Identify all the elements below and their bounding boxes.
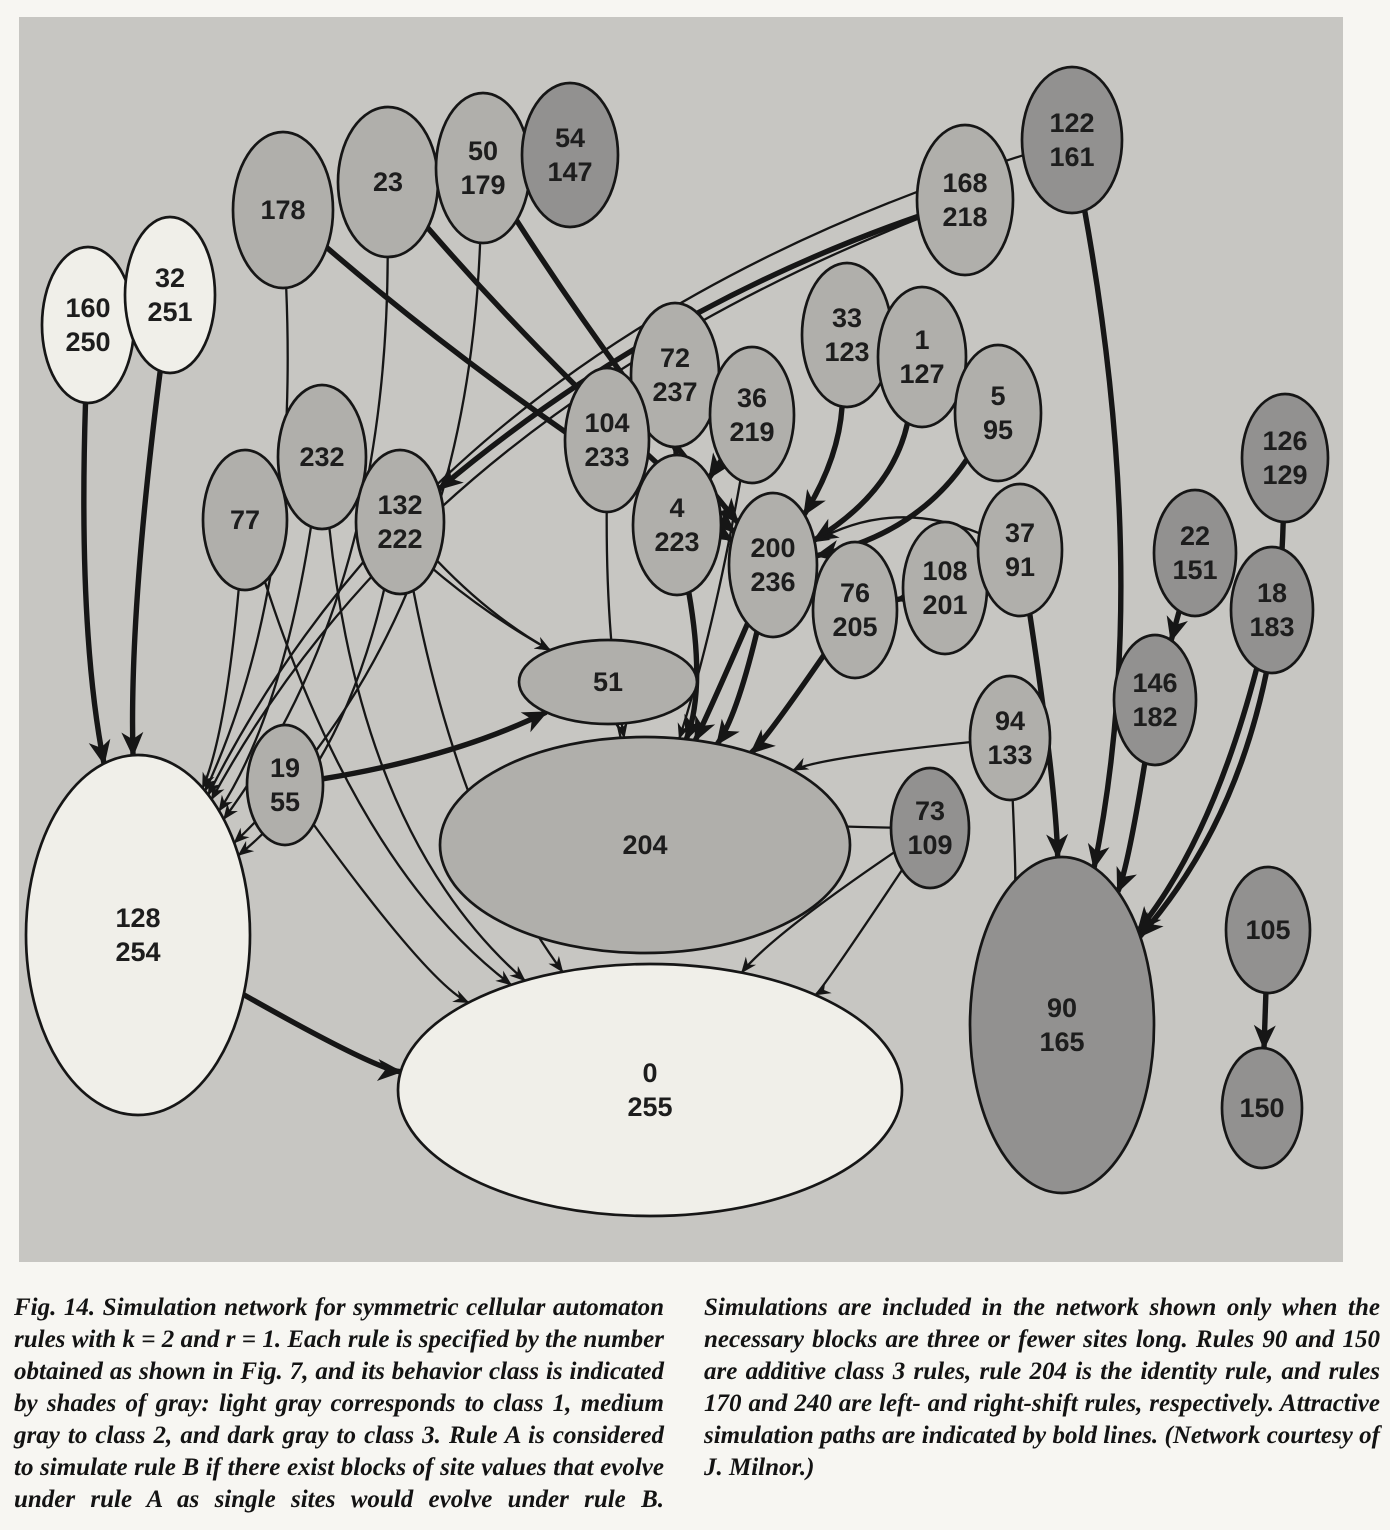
node-rule-numbers: 36 219 — [729, 383, 775, 447]
node-1_127 — [878, 287, 966, 427]
node-126_129 — [1242, 394, 1328, 522]
node-ellipse-class-dark — [1022, 67, 1122, 213]
node-ellipse-class-medium — [633, 455, 721, 595]
node-200_236 — [729, 493, 817, 637]
node-rule-numbers: 51 — [592, 667, 624, 697]
node-rule-numbers: 200 236 — [750, 533, 796, 597]
network-diagram — [19, 17, 1343, 1262]
node-51 — [519, 640, 697, 724]
node-50_179 — [436, 93, 530, 243]
node-32_251 — [125, 217, 215, 373]
node-rule-numbers: 132 222 — [377, 490, 423, 554]
node-rule-numbers: 146 182 — [1132, 668, 1178, 732]
node-rule-numbers: 19 55 — [269, 753, 301, 817]
node-ellipse-class-medium — [813, 542, 897, 678]
node-73_109 — [891, 768, 969, 888]
edge-200_236-to-204-bold — [695, 624, 747, 741]
edge-122_161-to-90_165-bold — [1085, 211, 1121, 868]
node-37_91 — [978, 484, 1062, 616]
node-150 — [1222, 1048, 1302, 1168]
edge-22_151-to-146_182-bold — [1171, 611, 1179, 640]
node-128_254 — [26, 755, 250, 1115]
node-36_219 — [710, 347, 794, 483]
edge-94_133-to-204 — [793, 742, 970, 770]
node-rule-numbers: 22 151 — [1172, 521, 1218, 585]
node-rule-numbers: 90 165 — [1039, 993, 1085, 1057]
node-77 — [203, 450, 287, 590]
node-54_147 — [522, 83, 618, 227]
node-ellipse-class-medium — [903, 522, 987, 654]
node-ellipse-class-dark — [970, 857, 1154, 1193]
node-rule-numbers: 73 109 — [907, 796, 953, 860]
figure-caption-left-column: Fig. 14. Simulation network for symmetric cellular automaton rules with k = 2 and r = 1. Each rule is specified by the number obtained as shown in Fig. 7, and its behavior class is indicated by shades of gray: light gray corresponds to class 1, medium gray to class 2, and dark gray to class 3. Rule A is considered to simulate rule B if there exist blocks of site values that evolve under rule A as single sites would evolve under rule B. — [14, 1294, 664, 1513]
node-layer — [26, 67, 1328, 1216]
figure-caption-right-column: Simulations are included in the network shown only when the necessary blocks are three or fewer sites long. Rules 90 and 150 are additive class 3 rules, rule 204 is the identity rule, and rules 170 and 240 are left- and right-shift rules, respectively. Attractive simulation paths are indicated by bold lines. (Network courtesy of J. Milnor.) — [704, 1294, 1380, 1481]
node-rule-numbers: 33 123 — [824, 303, 870, 367]
node-19_55 — [247, 725, 323, 845]
node-ellipse-class-medium — [710, 347, 794, 483]
node-ellipse-class-dark — [1242, 394, 1328, 522]
node-90_165 — [970, 857, 1154, 1193]
node-rule-numbers: 126 129 — [1262, 426, 1308, 490]
node-rule-numbers: 232 — [299, 442, 345, 472]
edge-32_251-to-128_254-bold — [133, 371, 161, 755]
edge-132_222-to-51 — [437, 561, 550, 650]
node-rule-numbers: 4 223 — [654, 493, 700, 557]
node-ellipse-class-medium — [955, 345, 1041, 481]
node-ellipse-class-medium — [970, 676, 1050, 800]
node-ellipse-class-dark — [1114, 635, 1196, 765]
node-22_151 — [1154, 490, 1236, 616]
edge-146_182-to-90_165-bold — [1118, 763, 1145, 892]
node-5_95 — [955, 345, 1041, 481]
node-ellipse-class-medium — [729, 493, 817, 637]
node-132_222 — [356, 450, 444, 594]
node-146_182 — [1114, 635, 1196, 765]
node-rule-numbers: 77 — [229, 505, 261, 535]
node-ellipse-class-dark — [891, 768, 969, 888]
node-18_183 — [1231, 547, 1313, 673]
node-ellipse-class-medium — [565, 368, 649, 512]
node-ellipse-class-medium — [978, 484, 1062, 616]
node-rule-numbers: 50 179 — [460, 136, 506, 200]
node-rule-numbers: 108 201 — [922, 556, 968, 620]
node-ellipse-class-medium — [436, 93, 530, 243]
node-rule-numbers: 150 — [1239, 1093, 1285, 1123]
node-94_133 — [970, 676, 1050, 800]
node-rule-numbers: 178 — [260, 195, 306, 225]
node-rule-numbers: 160 250 — [65, 293, 111, 357]
edge-128_254-to-0_255-bold — [244, 995, 401, 1072]
node-ellipse-class-light — [26, 755, 250, 1115]
edge-160_250-to-128_254-bold — [84, 403, 104, 764]
node-168_218 — [917, 125, 1013, 275]
node-160_250 — [42, 247, 134, 403]
node-ellipse-class-dark — [522, 83, 618, 227]
node-rule-numbers: 122 161 — [1049, 108, 1095, 172]
edge-94_133-to-90_165 — [1013, 800, 1016, 881]
node-178 — [233, 132, 333, 288]
node-rule-numbers: 76 205 — [832, 578, 878, 642]
node-rule-numbers: 168 218 — [942, 168, 988, 232]
node-0_255 — [398, 964, 902, 1216]
node-rule-numbers: 104 233 — [584, 408, 630, 472]
edge-36_219-to-4_223-bold — [709, 461, 721, 478]
node-105 — [1226, 867, 1310, 993]
node-76_205 — [813, 542, 897, 678]
node-rule-numbers: 94 133 — [987, 706, 1033, 770]
edge-105-to-150-bold — [1264, 993, 1266, 1048]
simulation-network-panel — [19, 17, 1343, 1262]
node-ellipse-class-medium — [247, 725, 323, 845]
node-104_233 — [565, 368, 649, 512]
edge-33_123-to-200_236-bold — [804, 407, 842, 515]
node-rule-numbers: 105 — [1245, 915, 1291, 945]
node-ellipse-class-dark — [1231, 547, 1313, 673]
node-rule-numbers: 18 183 — [1249, 578, 1295, 642]
edge-76_205-to-204-bold — [751, 655, 823, 752]
node-204 — [440, 737, 850, 953]
node-rule-numbers: 0 255 — [627, 1058, 673, 1122]
node-ellipse-class-medium — [878, 287, 966, 427]
node-rule-numbers: 72 237 — [652, 343, 698, 407]
node-ellipse-class-light — [42, 247, 134, 403]
node-ellipse-class-medium — [802, 263, 892, 407]
node-rule-numbers: 128 254 — [115, 903, 161, 967]
node-23 — [338, 107, 438, 257]
node-232 — [278, 385, 366, 529]
node-ellipse-class-medium — [917, 125, 1013, 275]
node-ellipse-class-light — [125, 217, 215, 373]
node-rule-numbers: 54 147 — [547, 123, 593, 187]
node-rule-numbers: 5 95 — [982, 381, 1014, 445]
node-ellipse-class-dark — [1154, 490, 1236, 616]
node-rule-numbers: 32 251 — [147, 263, 193, 327]
node-rule-numbers: 37 91 — [1004, 518, 1036, 582]
node-ellipse-class-light — [398, 964, 902, 1216]
node-ellipse-class-medium — [356, 450, 444, 594]
node-rule-numbers: 1 127 — [899, 325, 945, 389]
node-122_161 — [1022, 67, 1122, 213]
node-108_201 — [903, 522, 987, 654]
node-33_123 — [802, 263, 892, 407]
node-4_223 — [633, 455, 721, 595]
node-rule-numbers: 204 — [622, 830, 668, 860]
node-rule-numbers: 23 — [372, 167, 404, 197]
